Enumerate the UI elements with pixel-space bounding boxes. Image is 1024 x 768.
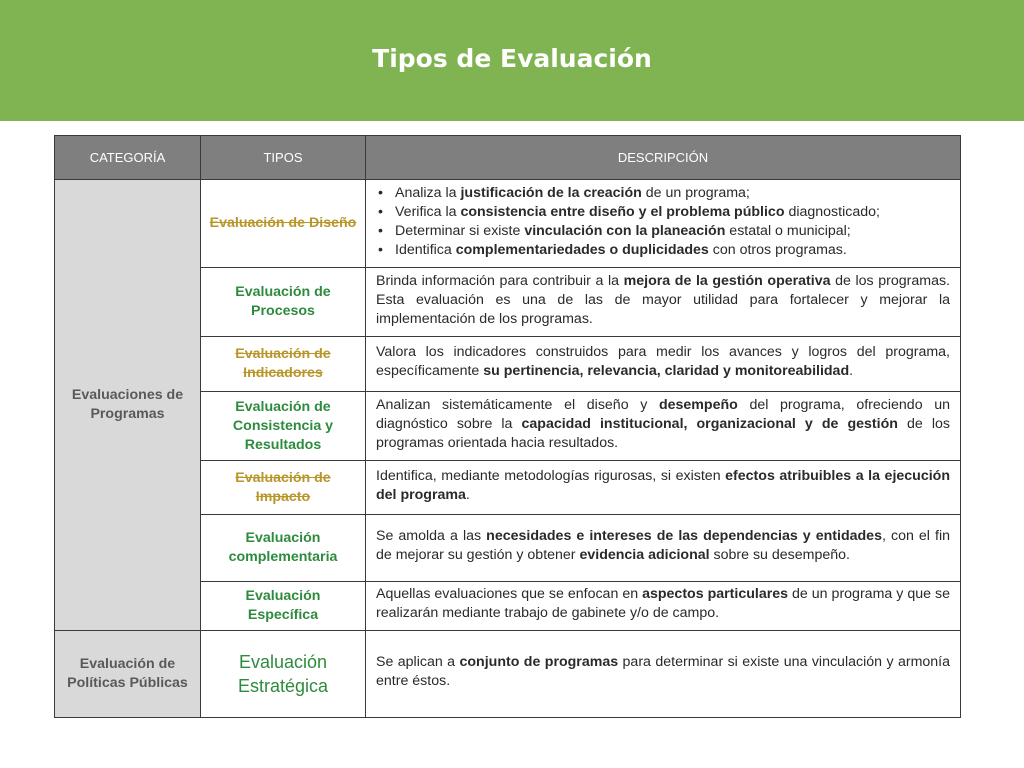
tipo-complementaria: Evaluación complementaria bbox=[201, 515, 366, 582]
list-item: • Analiza la justificación de la creación de un programa; bbox=[376, 184, 950, 203]
tipo-diseno: Evaluación de Diseño bbox=[201, 180, 366, 268]
desc-diseno-list bbox=[376, 184, 950, 260]
header-descripcion: DESCRIPCIÓN bbox=[366, 136, 961, 180]
evaluation-types-table bbox=[54, 135, 961, 718]
tipo-impacto: Evaluación de Impacto bbox=[201, 461, 366, 515]
tipo-estrategica: Evaluación Estratégica bbox=[201, 631, 366, 718]
desc-especifica: Aquellas evaluaciones que se enfocan en aspectos particulares de un programa y que se realizarán mediante trabajo de gabinete y/o de campo. bbox=[366, 582, 961, 631]
list-item: • Identifica complementariedades o duplicidades con otros programas. bbox=[376, 241, 950, 260]
table-row bbox=[55, 180, 961, 268]
desc-impacto: Identifica, mediante metodologías rigurosas, si existen efectos atribuibles a la ejecución del programa. bbox=[366, 461, 961, 515]
desc-procesos: Brinda información para contribuir a la mejora de la gestión operativa de los programas. Esta evaluación es una de las de mayor utilidad para fortalecer y mejorar la implementación de los programas. bbox=[366, 268, 961, 337]
desc-complementaria: Se amolda a las necesidades e intereses de las dependencias y entidades, con el fin de mejorar su gestión y obtener evidencia adicional sobre su desempeño. bbox=[366, 515, 961, 582]
desc-consistencia: Analizan sistemáticamente el diseño y desempeño del programa, ofreciendo un diagnóstico sobre la capacidad institucional, organizacional y de gestión de los programas orientada hacia resultados. bbox=[366, 392, 961, 461]
page-title: Tipos de Evaluación bbox=[372, 44, 652, 73]
desc-diseno bbox=[366, 180, 961, 268]
tipo-consistencia: Evaluación de Consistencia y Resultados bbox=[201, 392, 366, 461]
tipo-procesos: Evaluación de Procesos bbox=[201, 268, 366, 337]
tipo-especifica: Evaluación Específica bbox=[201, 582, 366, 631]
header-tipos: TIPOS bbox=[201, 136, 366, 180]
desc-indicadores: Valora los indicadores construidos para medir los avances y logros del programa, específicamente su pertinencia, relevancia, claridad y monitoreabilidad. bbox=[366, 337, 961, 392]
category-politicas: Evaluación de Políticas Públicas bbox=[55, 631, 201, 718]
table-header-row bbox=[55, 136, 961, 180]
desc-estrategica: Se aplican a conjunto de programas para determinar si existe una vinculación y armonía entre éstos. bbox=[366, 631, 961, 718]
list-item: • Verifica la consistencia entre diseño y el problema público diagnosticado; bbox=[376, 203, 950, 222]
tipo-indicadores: Evaluación de Indicadores bbox=[201, 337, 366, 392]
title-banner bbox=[0, 0, 1024, 121]
list-item: • Determinar si existe vinculación con la planeación estatal o municipal; bbox=[376, 222, 950, 241]
category-programas: Evaluaciones de Programas bbox=[55, 180, 201, 631]
header-categoria: CATEGORÍA bbox=[55, 136, 201, 180]
table-row bbox=[55, 631, 961, 718]
